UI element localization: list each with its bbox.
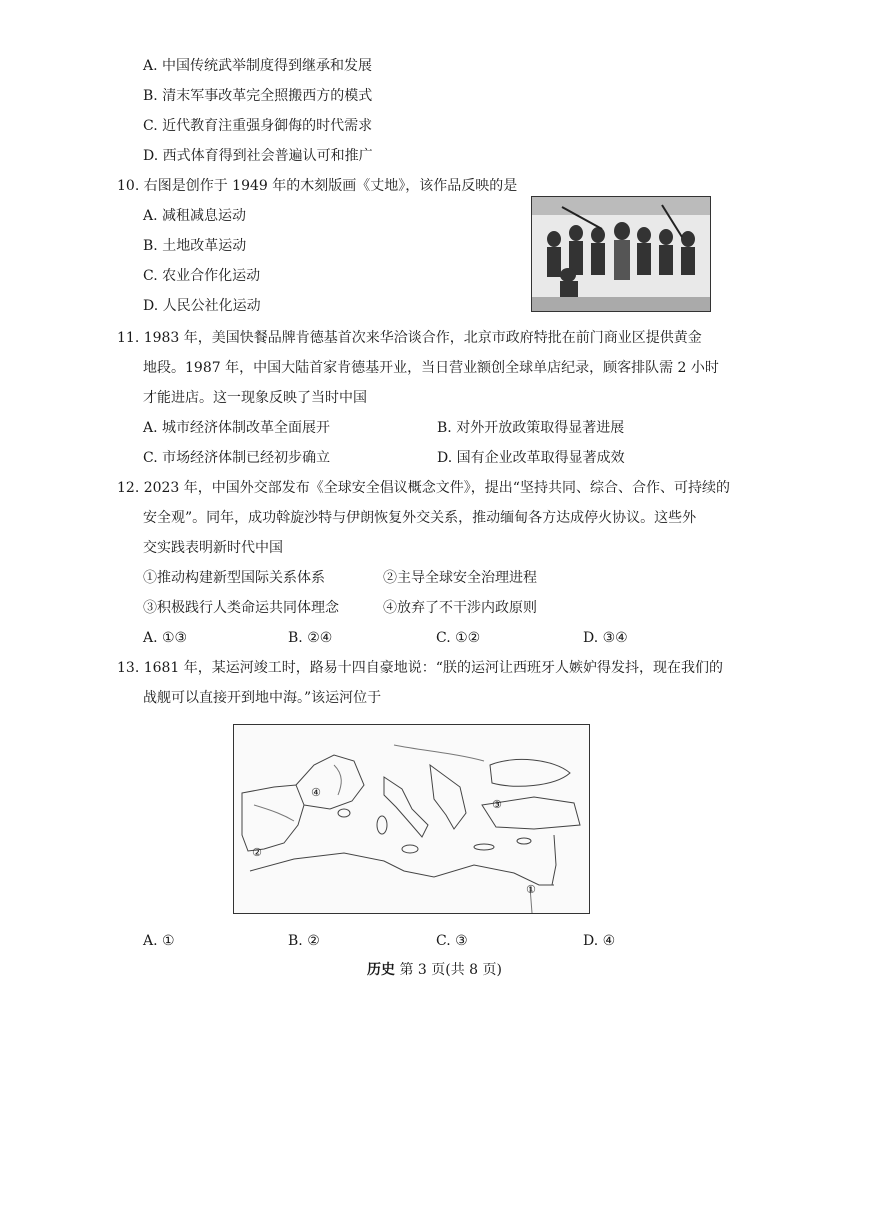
- map-label-4: ④: [311, 786, 321, 799]
- q11-stem-line-2: 地段。1987 年，中国大陆首家肯德基开业，当日营业额创全球单店纪录，顾客排队需 2 小时: [143, 360, 719, 376]
- q12-item-1: ①推动构建新型国际关系体系: [143, 570, 325, 586]
- q13-option-b: B. ②: [288, 933, 320, 949]
- q11-option-a: A. 城市经济体制改革全面展开: [143, 420, 331, 436]
- q9-option-a: A. 中国传统武举制度得到继承和发展: [143, 58, 373, 74]
- q11-option-d: D. 国有企业改革取得显著成效: [437, 450, 625, 466]
- q11-option-b: B. 对外开放政策取得显著进展: [437, 420, 625, 436]
- q13-stem-line-1: 13. 1681 年，某运河竣工时，路易十四自豪地说：“朕的运河让西班牙人嫉妒得发抖，现在我们的: [117, 660, 723, 676]
- q13-option-a: A. ①: [143, 933, 175, 949]
- q10-option-d: D. 人民公社化运动: [143, 298, 261, 314]
- q12-stem-line-1: 12. 2023 年，中国外交部发布《全球安全倡议概念文件》，提出“坚持共同、综合、合作、可持续的: [117, 480, 730, 496]
- q9-option-c: C. 近代教育注重强身御侮的时代需求: [143, 118, 373, 134]
- q12-stem-line-3: 交实践表明新时代中国: [143, 540, 283, 556]
- q13-stem-line-2: 战舰可以直接开到地中海。”该运河位于: [143, 690, 382, 706]
- q11-stem-line-1: 11. 1983 年，美国快餐品牌肯德基首次来华洽谈合作，北京市政府特批在前门商业区提供黄金: [117, 330, 702, 346]
- q12-option-b: B. ②④: [288, 630, 333, 646]
- q12-stem-line-2: 安全观”。同年，成功斡旋沙特与伊朗恢复外交关系，推动缅甸各方达成停火协议。这些外: [143, 510, 697, 526]
- q12-option-c: C. ①②: [436, 630, 481, 646]
- q10-option-a: A. 减租减息运动: [143, 208, 247, 224]
- q11-option-c: C. 市场经济体制已经初步确立: [143, 450, 331, 466]
- q11-stem-line-3: 才能进店。这一现象反映了当时中国: [143, 390, 367, 406]
- page-footer: [0, 959, 869, 979]
- q12-item-3: ③积极践行人类命运共同体理念: [143, 600, 339, 616]
- q13-option-c: C. ③: [436, 933, 468, 949]
- q12-item-4: ④放弃了不干涉内政原则: [383, 600, 537, 616]
- footer-page-number: 第 3 页(共 8 页): [399, 962, 502, 978]
- q12-option-d: D. ③④: [583, 630, 628, 646]
- woodcut-print-image: [531, 196, 711, 312]
- q12-option-a: A. ①③: [143, 630, 188, 646]
- map-label-1: ①: [526, 883, 536, 896]
- q9-option-b: B. 清末军事改革完全照搬西方的模式: [143, 88, 373, 104]
- q13-option-d: D. ④: [583, 933, 616, 949]
- map-label-3: ③: [492, 798, 502, 811]
- footer-subject: 历史: [367, 962, 395, 978]
- mediterranean-map: [233, 724, 590, 914]
- q9-option-d: D. 西式体育得到社会普遍认可和推广: [143, 148, 373, 164]
- q10-option-c: C. 农业合作化运动: [143, 268, 261, 284]
- q10-option-b: B. 土地改革运动: [143, 238, 247, 254]
- q12-item-2: ②主导全球安全治理进程: [383, 570, 537, 586]
- map-label-2: ②: [252, 846, 262, 859]
- q10-stem: 10. 右图是创作于 1949 年的木刻版画《丈地》，该作品反映的是: [117, 178, 518, 194]
